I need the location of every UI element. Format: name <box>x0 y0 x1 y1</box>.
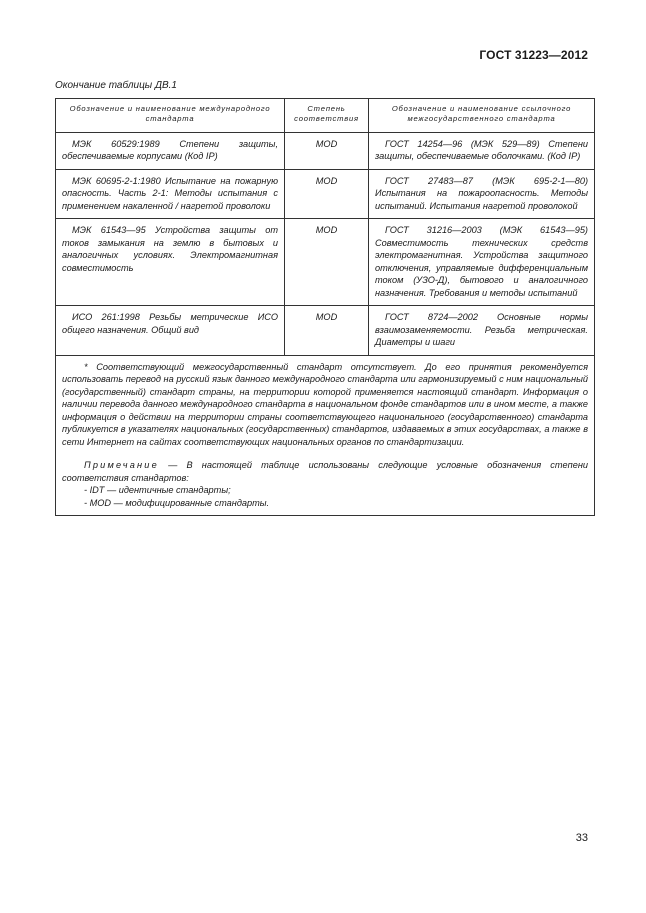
note-paragraph <box>62 459 588 484</box>
cell-interstate-standard: ГОСТ 14254—96 (МЭК 529—89) Степени защиты, обеспечиваемые оболочками. (Код IP) <box>369 132 595 169</box>
table-caption: Окончание таблицы ДВ.1 <box>55 80 177 91</box>
note-label: Примечание <box>84 460 159 471</box>
table-row <box>56 219 595 306</box>
cell-international-standard: МЭК 60695-2-1:1980 Испытание на пожарную опасность. Часть 2-1: Методы испытания с применением накаленной / нагретой проволоки <box>56 169 285 219</box>
header-interstate-standard: Обозначение и наименование ссылочного межгосударственного стандарта <box>369 99 595 133</box>
document-code: ГОСТ 31223—2012 <box>479 48 588 62</box>
footnote: * Соответствующий межгосударственный стандарт отсутствует. До его принятия рекомендуется использовать перевод на русский язык данного международного стандарта или гармонизируемый с ним национальный (государственный) стандарт страны, на территории которой применяется настоящий стандарт. Информация о наличии перевода данного международного стандарта в национальном фонде стандартов или в ином месте, а также информация о действии на территории страны соответствующего национального (государственного) стандарта публикуется в указателях национальных (государственных) стандартов, издаваемых в этих государствах, а также в сети Интернет на сайтах соответствующих национальных органов по стандартизации. <box>62 361 588 447</box>
cell-interstate-standard: ГОСТ 31216—2003 (МЭК 61543—95) Совместимость технических средств электромагнитная. Устройства защитного отключения, управляемые дифференциальным током (УЗО-Д), бытового и аналогичного назначения. Требования и методы испытаний <box>369 219 595 306</box>
table-row <box>56 169 595 219</box>
table-row <box>56 132 595 169</box>
table-header-row <box>56 99 595 133</box>
cell-interstate-standard: ГОСТ 8724—2002 Основные нормы взаимозаменяемости. Резьба метрическая. Диаметры и шаги <box>369 306 595 356</box>
table-notes-row <box>56 355 595 516</box>
table-notes <box>56 355 595 516</box>
cell-international-standard: МЭК 61543—95 Устройства защиты от токов замыкания на землю в бытовых и аналогичных условиях. Электромагнитная совместимость <box>56 219 285 306</box>
cell-interstate-standard: ГОСТ 27483—87 (МЭК 695-2-1—80) Испытания на пожароопасность. Методы испытаний. Испытания нагретой проволокой <box>369 169 595 219</box>
cell-degree: MOD <box>285 219 369 306</box>
standards-table <box>55 98 595 516</box>
header-international-standard: Обозначение и наименование международного стандарта <box>56 99 285 133</box>
cell-international-standard: МЭК 60529:1989 Степени защиты, обеспечиваемые корпусами (Код IP) <box>56 132 285 169</box>
cell-degree: MOD <box>285 169 369 219</box>
note-item-idt: - IDT — идентичные стандарты; <box>84 485 231 496</box>
cell-international-standard: ИСО 261:1998 Резьбы метрические ИСО общего назначения. Общий вид <box>56 306 285 356</box>
page-number: 33 <box>575 832 588 844</box>
note-item-mod: - MOD — модифицированные стандарты. <box>84 497 270 508</box>
header-degree-of-conformity: Степень соответствия <box>285 99 369 133</box>
cell-degree: MOD <box>285 132 369 169</box>
cell-degree: MOD <box>285 306 369 356</box>
table-row <box>56 306 595 356</box>
note-text: — В настоящей таблице использованы следующие условные обозначения степени соответствия стандартов: <box>62 460 588 483</box>
